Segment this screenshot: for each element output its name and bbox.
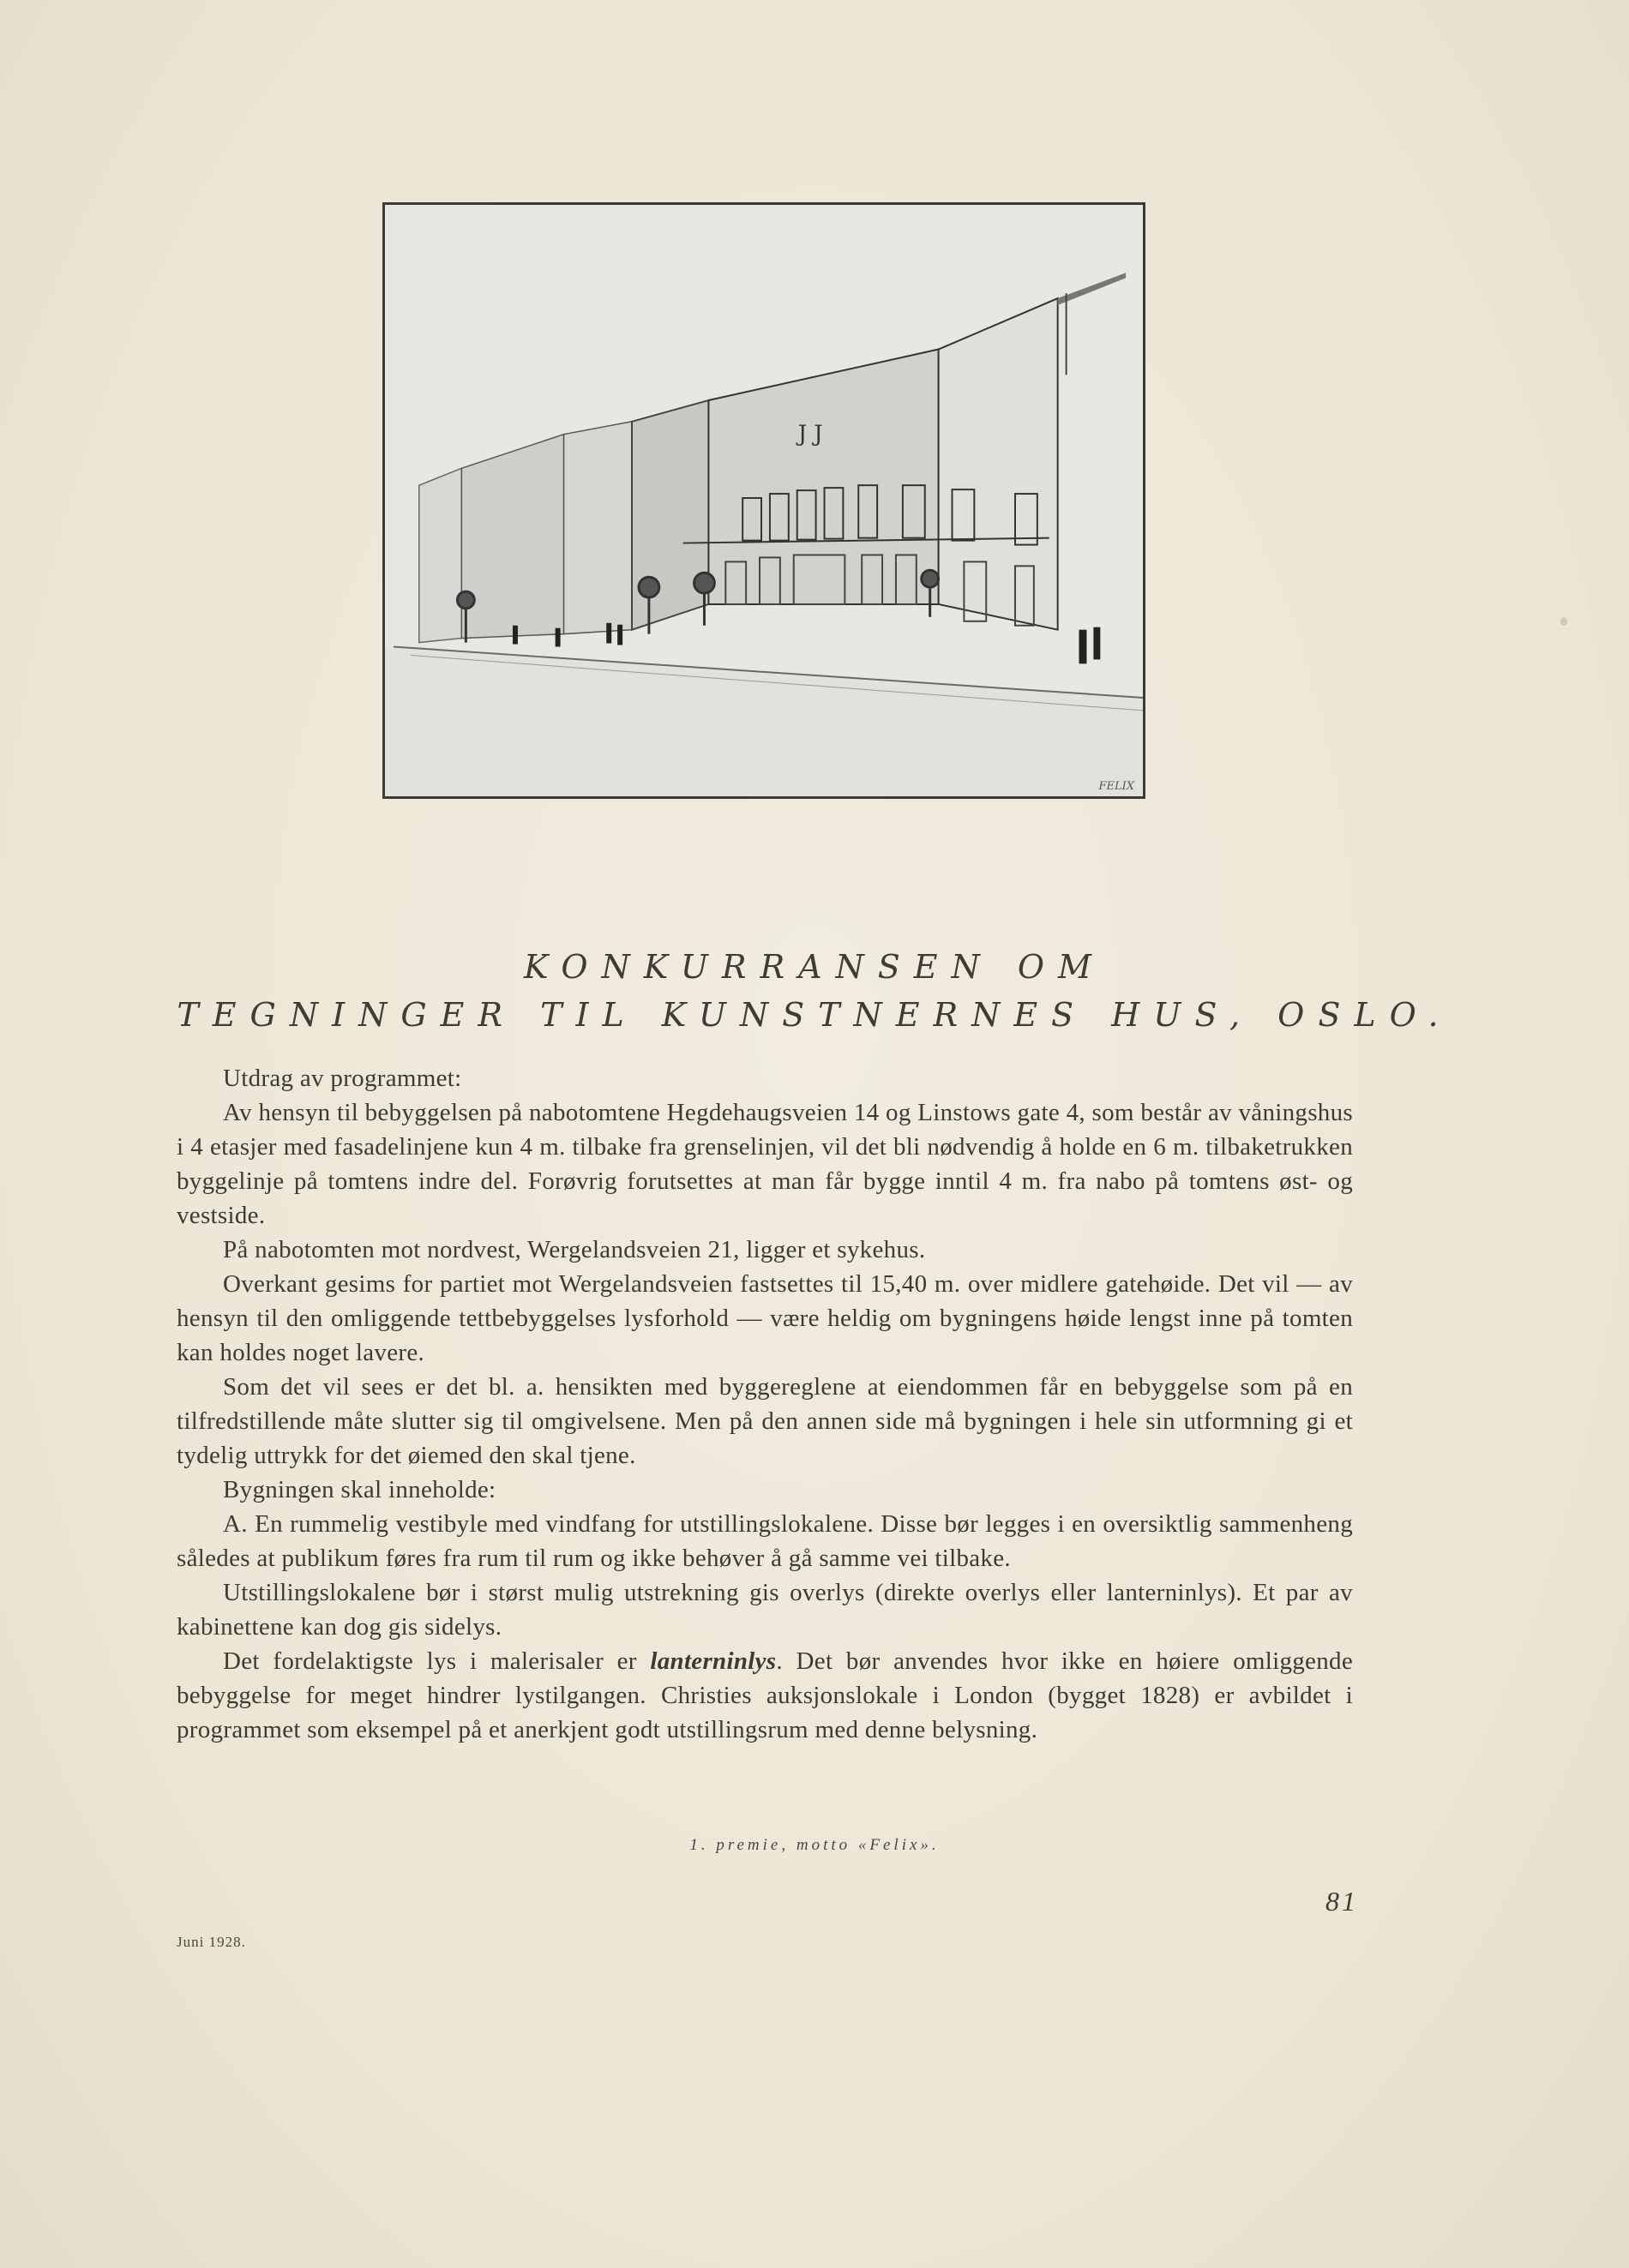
paragraph-text: . Det bør anvendes hvor ikke en høiere omliggende bebyggelse for meget hindrer lystilgangen. Christies auksjonslokale i London (bygget 1828) er avbildet i programmet som eksempel på et anerkjent godt utstillingsrum med denne belysning. xyxy=(177,1647,1353,1743)
article-title-line-2: TEGNINGER TIL KUNSTNERNES HUS, OSLO. xyxy=(177,996,1452,1034)
paragraph: Av hensyn til bebyggelsen på nabotomtene Hegdehaugsveien 14 og Linstows gate 4, som består av våningshus i 4 etasjer med fasadelinjene kun 4 m. tilbake fra grenselinjen, vil det bli nødvendig å holde en 6 m. tilbaketrukken byggelinje på tomtens indre del. Forøvrig forutsettes at man får bygge inntil 4 m. fra nabo på tomtens øst- og vestside. xyxy=(177,1099,1353,1229)
paragraph: Som det vil sees er det bl. a. hensikten med byggereglene at eiendommen får en bebyggelse som på en tilfredstillende måte slutter sig til omgivelsene. Men på den annen side må bygningen i hele sin utformning gi et tydelig uttrykk for det øiemed den skal tjene. xyxy=(177,1373,1353,1469)
page-number: 81 xyxy=(1325,1886,1358,1917)
building-illustration xyxy=(382,202,1145,799)
illustration-caption: 1. premie, motto «Felix». xyxy=(689,1836,940,1854)
article-title-line-1: KONKURRANSEN OM xyxy=(524,948,1105,986)
paragraph: A. En rummelig vestibyle med vindfang for utstillingslokalene. Disse bør legges i en oversiktlig sammenheng således at publikum føres fra rum til rum og ikke behøver å gå samme vei tilbake. xyxy=(177,1510,1353,1572)
artist-signature: FELIX xyxy=(1098,780,1134,793)
issue-date: Juni 1928. xyxy=(177,1934,246,1950)
paper-speck xyxy=(1560,617,1567,626)
paragraph: Utdrag av programmet: xyxy=(223,1065,462,1092)
paragraph-text: Det fordelaktigste lys i malerisaler er xyxy=(223,1647,651,1675)
emphasized-term: lanterninlys xyxy=(650,1647,777,1675)
paragraph xyxy=(177,1644,1353,1747)
article-body xyxy=(177,1061,1353,1747)
svg-text:J J: J J xyxy=(797,421,823,447)
paragraph: Bygningen skal inneholde: xyxy=(223,1476,496,1503)
paragraph: Overkant gesims for partiet mot Wergelandsveien fastsettes til 15,40 m. over midlere gatehøide. Det vil — av hensyn til den omliggende tettbebyggelses lysforhold — være heldig om bygningens høide lengst inne på tomten kan holdes noget lavere. xyxy=(177,1270,1353,1366)
paragraph: På nabotomten mot nordvest, Wergelandsveien 21, ligger et sykehus. xyxy=(223,1236,926,1263)
building-perspective-drawing-icon xyxy=(385,205,1143,796)
paragraph: Utstillingslokalene bør i størst mulig utstrekning gis overlys (direkte overlys eller lanterninlys). Et par av kabinettene kan dog gis sidelys. xyxy=(177,1579,1353,1641)
